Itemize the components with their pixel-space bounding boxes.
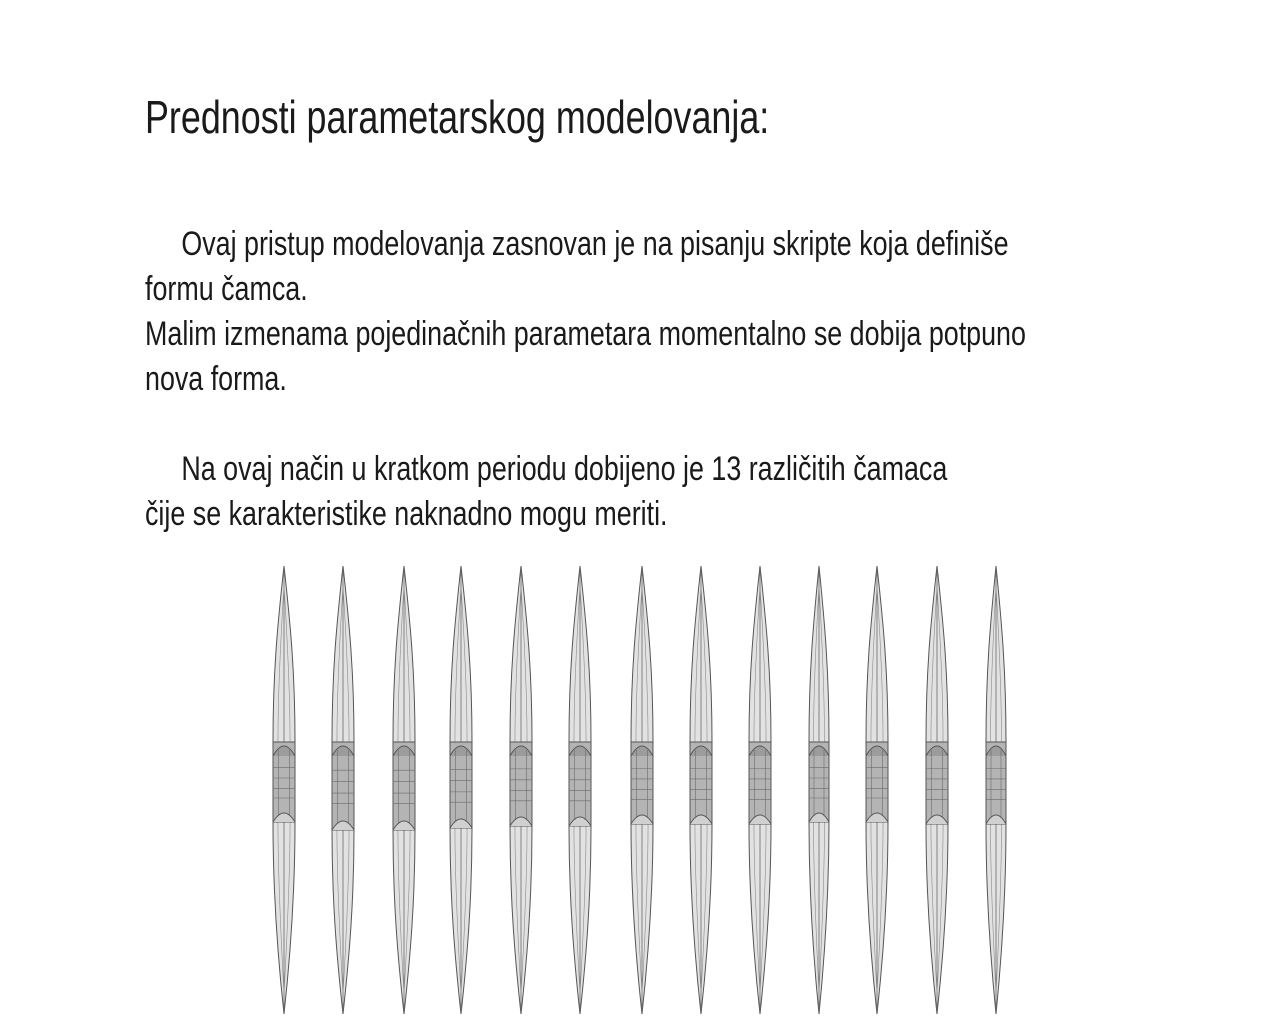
- boat-hull-3: [393, 566, 415, 1014]
- boat-variants-figure: [0, 560, 1280, 1024]
- boat-hull-13: [986, 566, 1006, 1014]
- paragraph-line: Ovaj pristup modelovanja zasnovan je na pisanju skripte koja definiše: [181, 225, 1009, 263]
- boat-hull-8: [690, 566, 712, 1014]
- paragraph-intro: [145, 222, 1026, 402]
- paragraph-line: Malim izmenama pojedinačnih parametara momentalno se dobija potpuno: [145, 315, 1026, 353]
- boat-hull-7: [631, 566, 653, 1014]
- boat-hull-4: [450, 566, 472, 1014]
- boat-hull-12: [926, 566, 948, 1014]
- paragraph-result: [145, 447, 947, 537]
- boat-hull-2: [332, 566, 354, 1014]
- boat-hull-9: [749, 566, 771, 1014]
- paragraph-line: čije se karakteristike naknadno mogu meriti.: [145, 495, 668, 533]
- paragraph-line: nova forma.: [145, 360, 287, 398]
- page-title: Prednosti parametarskog modelovanja:: [145, 91, 770, 143]
- boat-hull-6: [569, 566, 591, 1014]
- paragraph-line: formu čamca.: [145, 270, 308, 308]
- boat-hull-11: [866, 566, 888, 1014]
- paragraph-line: Na ovaj način u kratkom periodu dobijeno je 13 različitih čamaca: [181, 450, 948, 488]
- boat-hull-1: [273, 566, 295, 1014]
- boat-hull-10: [809, 566, 829, 1014]
- boat-hull-5: [510, 566, 532, 1014]
